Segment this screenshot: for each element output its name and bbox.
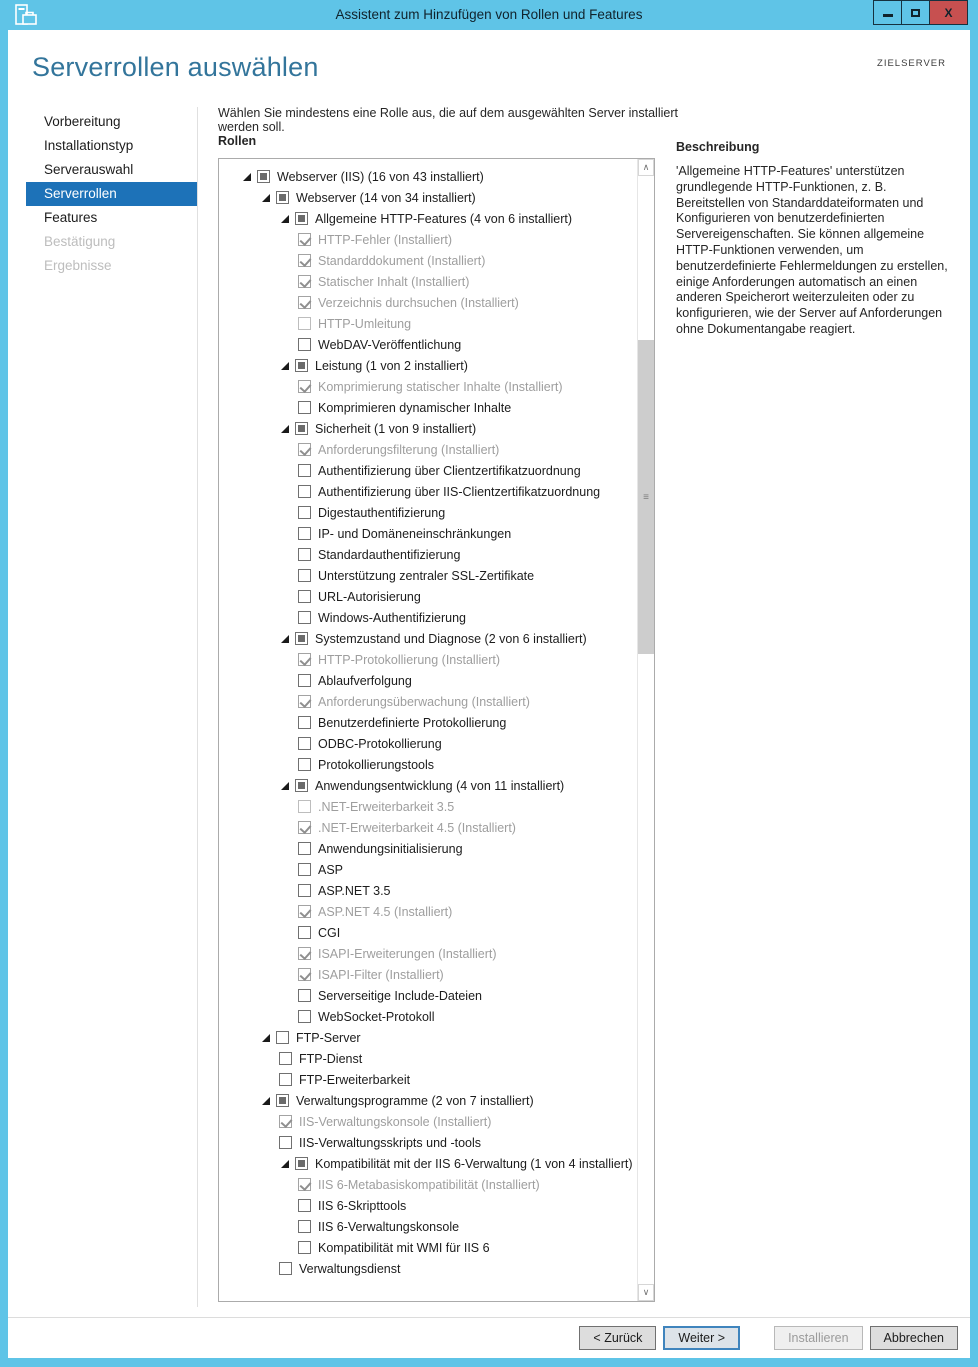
checkbox[interactable] [279, 1136, 292, 1149]
checkbox[interactable] [295, 212, 308, 225]
tree-item-label: Anwendungsentwicklung (4 von 11 installiert) [315, 778, 565, 793]
chevron-down-icon: ∨ [642, 1287, 650, 1297]
tree-item-label: Verzeichnis durchsuchen (Installiert) [318, 295, 519, 310]
checkbox[interactable] [298, 485, 311, 498]
roles-label: Rollen [218, 134, 257, 148]
checkbox[interactable] [298, 863, 311, 876]
close-button[interactable] [929, 0, 968, 25]
tree-item-label: Unterstützung zentraler SSL-Zertifikate [318, 568, 535, 583]
page-title: Serverrollen auswählen [32, 52, 319, 82]
checkbox[interactable] [298, 275, 311, 288]
checkbox[interactable] [298, 968, 311, 981]
tree-item[interactable] [219, 1153, 637, 1174]
checkbox[interactable] [298, 653, 311, 666]
tree-item[interactable] [219, 166, 637, 187]
window-title: Assistent zum Hinzufügen von Rollen und Features [335, 7, 643, 22]
sidebar-item-4[interactable]: Features [44, 210, 98, 225]
tree-item-label: ISAPI-Filter (Installiert) [318, 967, 444, 982]
cancel-button[interactable]: Abbrechen [870, 1326, 958, 1350]
tree-item[interactable] [219, 439, 637, 460]
tree-item-label: Verwaltungsdienst [299, 1261, 401, 1276]
checkbox[interactable] [298, 674, 311, 687]
tree-item-label: ASP.NET 4.5 (Installiert) [318, 904, 453, 919]
wizard-steps-nav [26, 110, 198, 278]
checkbox[interactable] [298, 926, 311, 939]
checkbox[interactable] [298, 800, 311, 813]
tree-item[interactable] [219, 187, 637, 208]
tree-item-label: FTP-Dienst [299, 1051, 363, 1066]
tree-item-label: Anforderungsüberwachung (Installiert) [318, 694, 530, 709]
tree-item-label: Anforderungsfilterung (Installiert) [318, 442, 500, 457]
checkbox[interactable] [298, 1241, 311, 1254]
tree-item-label: .NET-Erweiterbarkeit 4.5 (Installiert) [318, 820, 516, 835]
tree-item[interactable] [219, 859, 637, 880]
description-title: Beschreibung [676, 140, 760, 154]
tree-item[interactable] [219, 544, 637, 565]
tree-item[interactable] [219, 1174, 637, 1195]
scrollbar-grip-icon: ≡ [643, 491, 649, 503]
expander-icon[interactable] [279, 780, 291, 792]
tree-item-label: Komprimieren dynamischer Inhalte [318, 400, 512, 415]
tree-item[interactable] [219, 1027, 637, 1048]
tree-item-label: Standardauthentifizierung [318, 547, 461, 562]
checkbox[interactable] [298, 716, 311, 729]
checkbox[interactable] [279, 1115, 292, 1128]
tree-item[interactable] [219, 502, 637, 523]
tree-item-label: HTTP-Fehler (Installiert) [318, 232, 453, 247]
tree-item[interactable] [219, 943, 637, 964]
tree-item[interactable] [219, 901, 637, 922]
tree-item-label: Ablaufverfolgung [318, 673, 412, 688]
checkbox[interactable] [298, 443, 311, 456]
footer-divider [8, 1317, 970, 1318]
tree-item[interactable] [219, 586, 637, 607]
expander-icon[interactable] [260, 1095, 272, 1107]
tree-item-label: ODBC-Protokollierung [318, 736, 442, 751]
tree-item-label: IIS 6-Skripttools [318, 1198, 407, 1213]
minimize-icon [883, 14, 893, 17]
tree-item[interactable] [219, 712, 637, 733]
checkbox[interactable] [298, 506, 311, 519]
checkbox[interactable] [298, 296, 311, 309]
sidebar-divider [197, 107, 198, 1307]
tree-item[interactable] [219, 754, 637, 775]
sidebar-item-0[interactable]: Vorbereitung [44, 114, 121, 129]
checkbox[interactable] [276, 191, 289, 204]
checkbox[interactable] [298, 380, 311, 393]
tree-item[interactable] [219, 418, 637, 439]
tree-item-label: URL-Autorisierung [318, 589, 421, 604]
checkbox[interactable] [298, 695, 311, 708]
tree-item[interactable] [219, 817, 637, 838]
checkbox[interactable] [298, 338, 311, 351]
maximize-button[interactable] [901, 0, 930, 25]
tree-scrollbar[interactable] [637, 159, 654, 1301]
minimize-button[interactable] [873, 0, 902, 25]
checkbox[interactable] [298, 590, 311, 603]
tree-item-label: ASP.NET 3.5 [318, 883, 391, 898]
checkbox[interactable] [298, 1199, 311, 1212]
footer-buttons [572, 1326, 958, 1350]
tree-item-label: Sicherheit (1 von 9 installiert) [315, 421, 477, 436]
tree-item[interactable] [219, 1195, 637, 1216]
checkbox[interactable] [298, 527, 311, 540]
tree-item-label: IIS-Verwaltungsskripts und -tools [299, 1135, 482, 1150]
tree-item-label: .NET-Erweiterbarkeit 3.5 [318, 799, 455, 814]
title-bar [0, 0, 978, 30]
tree-item[interactable] [219, 733, 637, 754]
checkbox[interactable] [298, 758, 311, 771]
checkbox[interactable] [298, 1178, 311, 1191]
roles-tree-box [218, 158, 655, 1302]
tree-item-label: FTP-Server [296, 1030, 361, 1045]
expander-icon[interactable] [279, 213, 291, 225]
tree-item[interactable] [219, 964, 637, 985]
checkbox[interactable] [298, 317, 311, 330]
checkbox[interactable] [298, 1220, 311, 1233]
install-button: Installieren [774, 1326, 862, 1350]
tree-item-label: Anwendungsinitialisierung [318, 841, 463, 856]
tree-item[interactable] [219, 670, 637, 691]
tree-item[interactable] [219, 208, 637, 229]
checkbox[interactable] [298, 254, 311, 267]
tree-item-label: HTTP-Protokollierung (Installiert) [318, 652, 500, 667]
tree-item-label: Serverseitige Include-Dateien [318, 988, 482, 1003]
tree-item[interactable] [219, 691, 637, 712]
expander-icon[interactable] [279, 1158, 291, 1170]
expander-icon[interactable] [279, 360, 291, 372]
tree-item-label: Authentifizierung über IIS-Clientzertifikatzuordnung [318, 484, 601, 499]
tree-item[interactable] [219, 1132, 637, 1153]
tree-item[interactable] [219, 628, 637, 649]
tree-item-label: HTTP-Umleitung [318, 316, 412, 331]
tree-item-label: Statischer Inhalt (Installiert) [318, 274, 470, 289]
checkbox[interactable] [279, 1052, 292, 1065]
tree-item-label: Verwaltungsprogramme (2 von 7 installiert) [296, 1093, 534, 1108]
tree-item[interactable] [219, 796, 637, 817]
wizard-content [8, 30, 970, 1358]
tree-item[interactable] [219, 1069, 637, 1090]
instruction-text: Wählen Sie mindestens eine Rolle aus, die auf dem ausgewählten Server installiert werden soll. [218, 106, 678, 134]
tree-item-label: FTP-Erweiterbarkeit [299, 1072, 411, 1087]
tree-item-label: ASP [318, 862, 344, 877]
tree-item[interactable] [219, 838, 637, 859]
checkbox[interactable] [298, 821, 311, 834]
tree-item-label: IP- und Domäneneinschränkungen [318, 526, 512, 541]
tree-item-label: IIS 6-Metabasiskompatibilität (Installiert) [318, 1177, 540, 1192]
tree-item[interactable] [219, 460, 637, 481]
tree-item-label: WebSocket-Protokoll [318, 1009, 435, 1024]
tree-item-label: Allgemeine HTTP-Features (4 von 6 installiert) [315, 211, 573, 226]
checkbox[interactable] [298, 905, 311, 918]
next-button[interactable]: Weiter > [663, 1326, 740, 1350]
tree-item[interactable] [219, 229, 637, 250]
tree-item[interactable] [219, 334, 637, 355]
tree-item[interactable] [219, 1090, 637, 1111]
checkbox[interactable] [276, 1094, 289, 1107]
target-server-label: ZIELSERVER [877, 58, 946, 69]
tree-item-label: ISAPI-Erweiterungen (Installiert) [318, 946, 497, 961]
tree-item[interactable] [219, 1111, 637, 1132]
tree-item[interactable] [219, 292, 637, 313]
tree-item-label: IIS-Verwaltungskonsole (Installiert) [299, 1114, 492, 1129]
tree-item[interactable] [219, 775, 637, 796]
tree-item[interactable] [219, 397, 637, 418]
tree-item-label: IIS 6-Verwaltungskonsole [318, 1219, 460, 1234]
checkbox[interactable] [276, 1031, 289, 1044]
tree-item-label: Authentifizierung über Clientzertifikatzuordnung [318, 463, 581, 478]
back-button[interactable]: < Zurück [579, 1326, 656, 1350]
checkbox[interactable] [298, 1010, 311, 1023]
tree-item[interactable] [219, 985, 637, 1006]
expander-icon[interactable] [260, 192, 272, 204]
tree-item-label: CGI [318, 925, 341, 940]
tree-item[interactable] [219, 481, 637, 502]
checkbox[interactable] [279, 1073, 292, 1086]
chevron-up-icon: ∧ [642, 162, 650, 172]
checkbox[interactable] [298, 569, 311, 582]
sidebar-item-6: Ergebnisse [44, 258, 112, 273]
tree-item-label: Systemzustand und Diagnose (2 von 6 installiert) [315, 631, 587, 646]
scroll-down-button[interactable] [638, 1284, 654, 1301]
expander-icon[interactable] [279, 633, 291, 645]
tree-item[interactable] [219, 607, 637, 628]
checkbox[interactable] [298, 884, 311, 897]
expander-icon[interactable] [241, 171, 253, 183]
checkbox[interactable] [257, 170, 270, 183]
roles-tree [219, 159, 637, 1301]
tree-item-label: Webserver (14 von 34 installiert) [296, 190, 476, 205]
tree-item[interactable] [219, 649, 637, 670]
tree-item-label: Komprimierung statischer Inhalte (Installiert) [318, 379, 563, 394]
tree-item-label: Standarddokument (Installiert) [318, 253, 486, 268]
description-text: 'Allgemeine HTTP-Features' unterstützen grundlegende HTTP-Funktionen, z. B. Bereitstellen von Standarddateiformaten und Konfigurieren von benutzerdefinierten Servereigenschaften. Sie können allgemeine HTTP-Funktionen verwenden, um benutzerdefinierte Fehlermeldungen zu erstellen, einige Anforderungen automatisch an einen anderen Speicherort weiterzuleiten oder zu konfigurieren, wie der Server auf Anforderungen ohne Dokumentangabe reagiert. [676, 164, 948, 336]
checkbox[interactable] [295, 359, 308, 372]
tree-item-label: Protokollierungstools [318, 757, 435, 772]
checkbox[interactable] [298, 401, 311, 414]
tree-item[interactable] [219, 271, 637, 292]
tree-item-label: Benutzerdefinierte Protokollierung [318, 715, 507, 730]
checkbox[interactable] [298, 989, 311, 1002]
tree-item-label: WebDAV-Veröffentlichung [318, 337, 462, 352]
scroll-up-button[interactable] [638, 159, 654, 176]
expander-icon[interactable] [279, 423, 291, 435]
tree-item-label: Leistung (1 von 2 installiert) [315, 358, 468, 373]
checkbox[interactable] [298, 233, 311, 246]
tree-item[interactable] [219, 250, 637, 271]
checkbox[interactable] [295, 632, 308, 645]
sidebar-item-1[interactable]: Installationstyp [44, 138, 134, 153]
tree-item[interactable] [219, 1237, 637, 1258]
tree-item[interactable] [219, 1006, 637, 1027]
checkbox[interactable] [298, 737, 311, 750]
close-icon: X [944, 5, 953, 20]
tree-item[interactable] [219, 376, 637, 397]
tree-item-label: Windows-Authentifizierung [318, 610, 466, 625]
expander-icon[interactable] [260, 1032, 272, 1044]
tree-item[interactable] [219, 880, 637, 901]
scrollbar-thumb[interactable] [638, 340, 654, 654]
sidebar-item-5: Bestätigung [44, 234, 116, 249]
tree-item[interactable] [219, 1216, 637, 1237]
checkbox[interactable] [298, 947, 311, 960]
sidebar-item-2[interactable]: Serverauswahl [44, 162, 134, 177]
checkbox[interactable] [298, 548, 311, 561]
checkbox[interactable] [295, 1157, 308, 1170]
tree-item-label: Digestauthentifizierung [318, 505, 446, 520]
sidebar-item-3[interactable]: Serverrollen [26, 182, 198, 206]
tree-item-label: Kompatibilität mit der IIS 6-Verwaltung (1 von 4 installiert) [315, 1156, 633, 1171]
tree-item[interactable] [219, 313, 637, 334]
maximize-icon [911, 9, 920, 17]
checkbox[interactable] [298, 611, 311, 624]
tree-item-label: Kompatibilität mit WMI für IIS 6 [318, 1240, 490, 1255]
tree-item[interactable] [219, 1258, 637, 1279]
tree-item[interactable] [219, 922, 637, 943]
checkbox[interactable] [295, 422, 308, 435]
checkbox[interactable] [279, 1262, 292, 1275]
checkbox[interactable] [298, 842, 311, 855]
checkbox[interactable] [298, 464, 311, 477]
tree-item[interactable] [219, 355, 637, 376]
checkbox[interactable] [295, 779, 308, 792]
tree-item-label: Webserver (IIS) (16 von 43 installiert) [277, 169, 484, 184]
tree-item[interactable] [219, 565, 637, 586]
tree-item[interactable] [219, 523, 637, 544]
tree-item[interactable] [219, 1048, 637, 1069]
